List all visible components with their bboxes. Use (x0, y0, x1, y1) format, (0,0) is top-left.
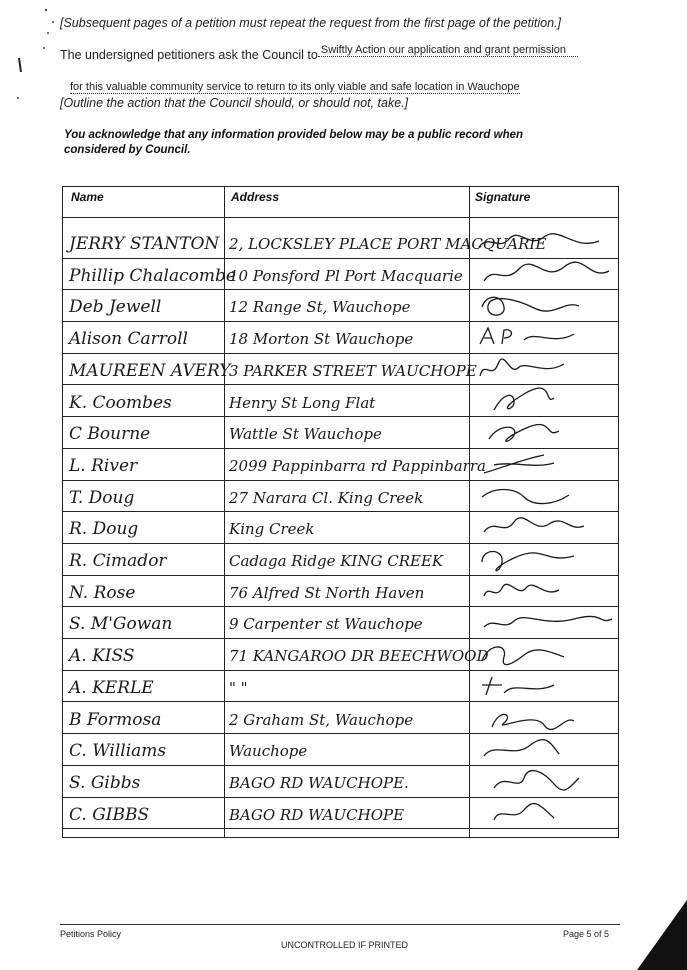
signatory-name: Alison Carroll (69, 329, 188, 350)
handwritten-signature (474, 671, 614, 698)
handwritten-signature (474, 607, 614, 634)
handwritten-signature (474, 639, 614, 666)
signatory-name: MAUREEN AVERY (69, 360, 231, 381)
table-row (63, 386, 618, 418)
table-row (63, 703, 618, 735)
table-row (63, 734, 618, 766)
public-record-acknowledgement: You acknowledge that any information provided below may be a public record when considered by Council. (64, 129, 524, 156)
signatory-name: A. KERLE (69, 677, 154, 698)
corner-scan-mark (637, 900, 687, 970)
signature-scribble (474, 736, 614, 763)
table-header (63, 187, 618, 218)
request-line-2: for this valuable community service to return to its only viable and safe location in Wauchope (70, 81, 520, 93)
table-row (63, 227, 618, 259)
handwritten-signature (474, 766, 614, 793)
signature-scribble (474, 609, 614, 636)
signatory-address: 18 Morton St Wauchope (229, 330, 414, 349)
signature-scribble (474, 324, 614, 351)
signature-scribble (474, 229, 614, 256)
signature-table (62, 186, 619, 838)
signature-scribble (474, 514, 614, 541)
signatory-name: S. Gibbs (69, 772, 141, 793)
signatory-name: JERRY STANTON (69, 234, 220, 254)
signatory-address: Wattle St Wauchope (229, 425, 382, 444)
request-line-1: Swiftly Action our application and grant permission (318, 44, 578, 57)
table-row (63, 449, 618, 481)
signatory-address: Cadaga Ridge KING CREEK (229, 552, 444, 570)
signature-scribble (474, 419, 614, 446)
signatory-name: R. Cimador (69, 551, 167, 571)
petition-ask-line (60, 44, 578, 63)
header-signature: Signature (475, 190, 531, 204)
footer-page-number: Page 5 of 5 (563, 929, 610, 939)
handwritten-signature (474, 481, 614, 508)
table-row (63, 798, 618, 830)
table-row (63, 259, 618, 291)
header-address: Address (231, 190, 280, 204)
signatory-address: 12 Range St, Wauchope (229, 298, 411, 317)
signature-scribble (474, 641, 614, 668)
signatory-name: K. Coombes (69, 392, 172, 413)
signature-scribble (474, 578, 614, 605)
signatory-name: A. KISS (69, 646, 135, 667)
signatory-address: BAGO RD WAUCHOPE (229, 805, 405, 824)
signatory-name: C. GIBBS (69, 804, 150, 825)
handwritten-signature (474, 227, 614, 254)
scan-marks (8, 0, 58, 110)
signatory-name: C. Williams (69, 741, 167, 762)
signature-scribble (474, 768, 614, 795)
signatory-name: L. River (69, 455, 138, 476)
outline-action-note: [Outline the action that the Council should, or should not, take.] (60, 96, 409, 110)
footer-policy: Petitions Policy (60, 929, 122, 939)
subsequent-pages-note: [Subsequent pages of a petition must repeat the request from the first page of the petition.] (60, 16, 562, 30)
signatory-name: C Bourne (69, 424, 151, 445)
signatory-address: Wauchope (229, 742, 308, 761)
signature-scribble (474, 673, 614, 700)
header-name: Name (71, 190, 104, 204)
signature-scribble (474, 356, 614, 383)
signatory-address: 10 Ponsford Pl Port Macquarie (229, 266, 463, 285)
signatory-name: T. Doug (69, 487, 135, 508)
table-row (63, 766, 618, 798)
table-row (63, 544, 618, 576)
handwritten-signature (474, 417, 614, 444)
table-row (63, 512, 618, 544)
handwritten-signature (474, 544, 614, 571)
request-line-2-wrap (70, 81, 520, 94)
handwritten-signature (474, 290, 614, 317)
signatory-name: B Formosa (69, 709, 162, 730)
table-row (63, 576, 618, 608)
handwritten-signature (474, 703, 614, 730)
handwritten-signature (474, 576, 614, 603)
signatory-address: BAGO RD WAUCHOPE. (229, 773, 409, 792)
signature-scribble (474, 292, 614, 319)
signatory-address: 76 Alfred St North Haven (229, 583, 425, 602)
handwritten-signature (474, 449, 614, 476)
signatory-address: 2099 Pappinbarra rd Pappinbarra (229, 456, 486, 475)
handwritten-signature (474, 386, 614, 413)
signatory-name: Deb Jewell (69, 297, 162, 318)
table-row (63, 671, 618, 703)
signature-scribble (474, 800, 614, 827)
signatory-address: 2, LOCKSLEY PLACE PORT MACQUARIE (229, 235, 547, 253)
signature-scribble (474, 388, 614, 415)
signatory-address: " " (229, 678, 248, 697)
signature-scribble (474, 705, 614, 732)
signature-scribble (474, 546, 614, 573)
signatory-name: S. M'Gowan (69, 614, 173, 635)
signatory-address: 3 PARKER STREET WAUCHOPE (229, 361, 477, 380)
signatory-address: 71 KANGAROO DR BEECHWOOD (229, 647, 489, 666)
ask-prefix: The undersigned petitioners ask the Council to (60, 48, 318, 62)
signatory-name: R. Doug (69, 519, 139, 540)
handwritten-signature (474, 354, 614, 381)
signatory-address: 27 Narara Cl. King Creek (229, 488, 424, 507)
table-row (63, 417, 618, 449)
table-row (63, 639, 618, 671)
signatory-address: 2 Graham St, Wauchope (229, 710, 414, 729)
signatory-address: 9 Carpenter st Wauchope (229, 615, 423, 634)
handwritten-signature (474, 259, 614, 286)
footer-uncontrolled: UNCONTROLLED IF PRINTED (281, 940, 409, 950)
signature-scribble (474, 483, 614, 510)
handwritten-signature (474, 734, 614, 761)
table-row (63, 354, 618, 386)
signature-scribble (474, 261, 614, 288)
signatory-address: King Creek (229, 520, 315, 539)
signatory-name: N. Rose (69, 582, 136, 603)
signatory-name: Phillip Chalacombe (69, 265, 236, 286)
table-row (63, 607, 618, 639)
handwritten-signature (474, 322, 614, 349)
handwritten-signature (474, 512, 614, 539)
handwritten-signature (474, 798, 614, 825)
table-row (63, 322, 618, 354)
table-row (63, 481, 618, 513)
table-row (63, 290, 618, 322)
signatory-address: Henry St Long Flat (229, 393, 376, 412)
footer-rule (60, 924, 620, 925)
signature-scribble (474, 451, 614, 478)
